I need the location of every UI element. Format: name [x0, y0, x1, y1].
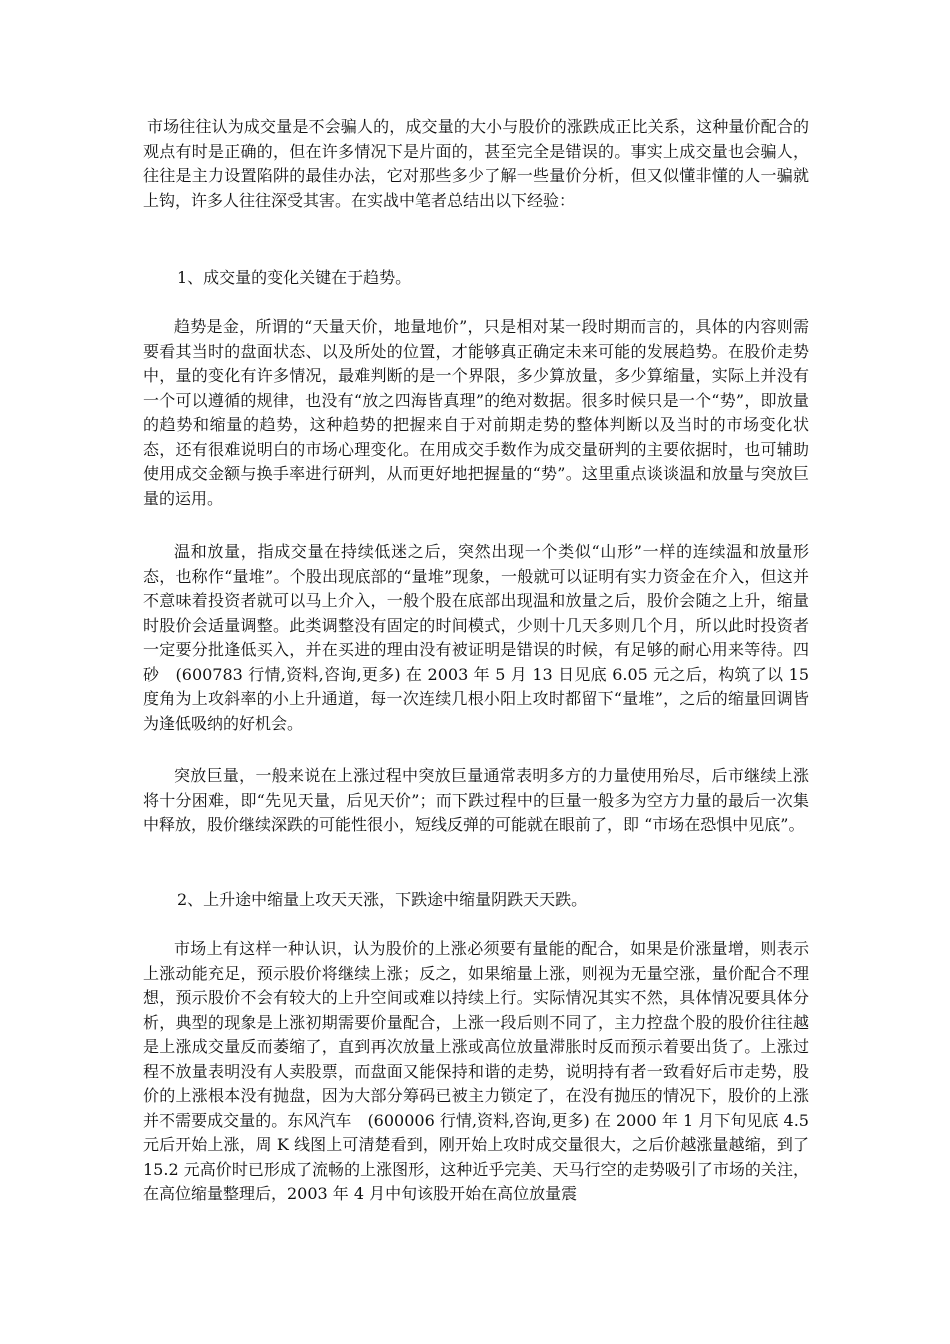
- section-2-paragraph-1: 市场上有这样一种认识，认为股价的上涨必须要有量能的配合，如果是价涨量增，则表示上涨动能充足，预示股价将继续上涨；反之，如果缩量上涨，则视为无量空涨，量价配合不理想，预示股价不会有较大的上升空间或难以持续上行。实际情况其实不然，具体情况要具体分析，典型的现象是上涨初期需要价量配合，上涨一段后则不同了，主力控盘个股的股价往往越是上涨成交量反而萎缩了，直到再次放量上涨或高位放量滞胀时反而预示着要出货了。上涨过程不放量表明没有人卖股票，而盘面又能保持和谐的走势，说明持有者一致看好后市走势，股价的上涨根本没有抛盘，因为大部分筹码已被主力锁定了，在没有抛压的情况下，股价的上涨并不需要成交量的。东风汽车 (600006 行情,资料,咨询,更多) 在 2000 年 1 月下旬见底 4.5 元后开始上涨，周 K 线图上可清楚看到，刚开始上攻时成交量很大，之后价越涨量越缩，到了 15.2 元高价时已形成了流畅的上涨图形，这种近乎完美、天马行空的走势吸引了市场的关注，在高位缩量整理后，2003 年 4 月中旬该股开始在高位放量震: [143, 939, 809, 1203]
- section-1-paragraph-3: 突放巨量，一般来说在上涨过程中突放巨量通常表明多方的力量使用殆尽，后市继续上涨将十分困难，即“先见天量，后见天价”；而下跌过程中的巨量一般多为空方力量的最后一次集中释放，股价继续深跌的可能性很小，短线反弹的可能就在眼前了，即 “市场在恐惧中见底”。: [143, 766, 809, 834]
- section-1-paragraph-1: 趋势是金，所谓的“天量天价，地量地价”，只是相对某一段时期而言的，具体的内容则需要看其当时的盘面状态、以及所处的位置，才能够真正确定未来可能的发展趋势。在股价走势中，量的变化有许多情况，最难判断的是一个界限，多少算放量，多少算缩量，实际上并没有一个可以遵循的规律，也没有“放之四海皆真理”的绝对数据。很多时候只是一个“势”，即放量的趋势和缩量的趋势，这种趋势的把握来自于对前期走势的整体判断以及当时的市场变化状态，还有很难说明白的市场心理变化。在用成交手数作为成交量研判的主要依据时，也可辅助使用成交金额与换手率进行研判，从而更好地把握量的“势”。这里重点谈谈温和放量与突放巨量的运用。: [143, 317, 809, 508]
- section-2-heading: 2、上升途中缩量上攻天天涨，下跌途中缩量阴跌天天跌。: [177, 890, 588, 909]
- section-1-heading: 1、成交量的变化关键在于趋势。: [177, 268, 412, 287]
- section-1-paragraph-2: 温和放量，指成交量在持续低迷之后，突然出现一个类似“山形”一样的连续温和放量形态，也称作“量堆”。个股出现底部的“量堆”现象，一般就可以证明有实力资金在介入，但这并不意味着投资者就可以马上介入，一般个股在底部出现温和放量之后，股价会随之上升，缩量时股价会适量调整。此类调整没有固定的时间模式，少则十几天多则几个月，所以此时投资者一定要分批逢低买入，并在买进的理由没有被证明是错误的时候，有足够的耐心用来等待。四砂 (600783 行情,资料,咨询,更多) 在 2003 年 5 月 13 日见底 6.05 元之后，构筑了以 15 度角为上攻斜率的小上升通道，每一次连续几根小阳上攻时都留下“量堆”，之后的缩量回调皆为逢低吸纳的好机会。: [143, 542, 809, 733]
- intro-paragraph: 市场往往认为成交量是不会骗人的，成交量的大小与股价的涨跌成正比关系，这种量价配合的观点有时是正确的，但在许多情况下是片面的，甚至完全是错误的。事实上成交量也会骗人，往往是主力设置陷阱的最佳办法，它对那些多少了解一些量价分析，但又似懂非懂的人一骗就上钩，许多人往往深受其害。在实战中笔者总结出以下经验：: [143, 117, 809, 210]
